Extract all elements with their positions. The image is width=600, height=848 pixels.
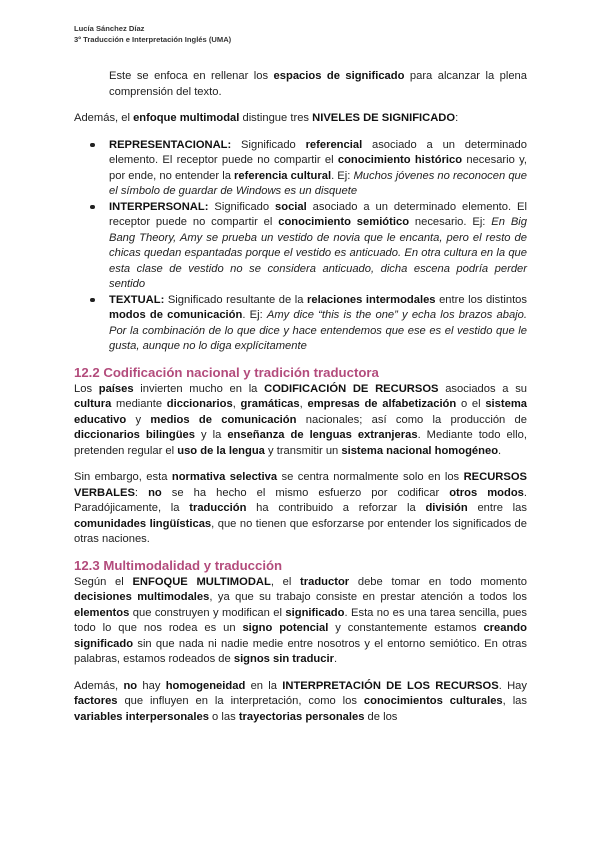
text-run: . Ej: <box>331 169 354 182</box>
bold-term: comunidades lingüísticas <box>74 517 212 530</box>
bold-term: traducción <box>189 502 247 514</box>
bullet-icon <box>90 205 95 210</box>
paragraph <box>74 382 527 460</box>
bold-term: elementos <box>74 606 130 619</box>
bold-term: CODIFICACIÓN DE RECURSOS <box>264 382 439 395</box>
bold-term: homogeneidad <box>165 679 246 692</box>
bold-term: diccionarios bilingües <box>74 429 196 441</box>
text-run: de los <box>364 710 398 723</box>
bold-term: social <box>275 200 307 213</box>
bold-term: factores <box>74 695 118 707</box>
bold-term: signos sin traducir <box>233 653 334 665</box>
bold-term: creando significado <box>74 622 527 650</box>
text-run: , ya que su trabajo consiste en prestar atención a todos los <box>209 591 527 603</box>
bold-term: empresas de alfabetización <box>307 398 457 410</box>
list-item-text <box>109 201 527 291</box>
list-item <box>74 138 527 200</box>
text-run: . <box>498 444 502 457</box>
bold-term: medios de comunicación <box>150 413 297 426</box>
text-run: y constantemente estamos <box>328 622 484 634</box>
text-run: asociado a un determinado elemento. El receptor puede no compartir el <box>109 138 527 166</box>
text-run: , <box>232 398 241 410</box>
example-text: Amy dice “this is the one” y echa los brazos abajo. Por la combinación de lo que dice y hace entendemos que ese es el vestido que le gusta, aunque no lo diga explícitamente <box>109 309 527 352</box>
intro-paragraph <box>74 69 527 100</box>
bold-term: TEXTUAL: <box>109 293 165 306</box>
text-run: necesario. Ej: <box>409 216 492 228</box>
text-run: se ha hecho el mismo esfuerzo por codificar <box>161 486 450 499</box>
text-run: Además, el <box>74 112 134 124</box>
text-run: invierten mucho en la <box>133 382 265 395</box>
text-run: o el <box>456 398 486 410</box>
paragraph <box>74 470 527 548</box>
bold-term: variables interpersonales <box>74 710 209 723</box>
text-run: para alcanzar la plena comprensión del texto. <box>109 70 527 98</box>
text-run: entre los distintos <box>435 293 527 306</box>
bullet-icon <box>90 143 95 148</box>
bold-term: traductor <box>300 575 350 588</box>
text-run: , que no tienen que esforzarse por entender los significados de otras naciones. <box>74 517 527 545</box>
bold-term: conocimiento semiótico <box>278 216 410 228</box>
text-run: ha contribuido a reforzar la <box>246 502 426 514</box>
bold-term: ENFOQUE MULTIMODAL <box>132 575 271 588</box>
example-text: Muchos jóvenes no reconocen que el símbolo de guardar de Windows es un disquete <box>109 169 527 197</box>
text-run: que construyen y modifican el <box>129 606 286 619</box>
bold-term: espacios de significado <box>273 70 405 82</box>
bold-term: signo potencial <box>242 622 329 634</box>
bold-term: NIVELES DE SIGNIFICADO <box>312 112 456 124</box>
text-run: sin que nada ni nadie medie entre nosotros y el entorno semiótico. En otras palabras, estamos rodeados de <box>74 637 527 665</box>
bold-term: gramáticas <box>240 398 300 410</box>
text-run: entre las <box>467 502 527 514</box>
bold-term: trayectorias personales <box>238 710 365 723</box>
text-run: asociados a su <box>438 382 528 395</box>
text-run: necesario y, por ende, no entender la <box>109 154 527 182</box>
text-run: Significado <box>231 138 306 151</box>
bold-term: conocimientos culturales <box>363 695 503 707</box>
bold-term: países <box>98 382 134 395</box>
text-run: Este se enfoca en rellenar los <box>109 70 274 82</box>
text-run: distingue tres <box>239 112 313 124</box>
bold-term: diccionarios <box>166 398 233 410</box>
text-run: , las <box>502 695 527 707</box>
bold-term: cultura <box>74 398 112 410</box>
bold-term: no <box>123 679 138 692</box>
bold-term: conocimiento histórico <box>337 154 463 166</box>
author-name: Lucía Sánchez Díaz <box>74 24 145 33</box>
text-run: . Ej: <box>242 309 267 321</box>
bold-term: sistema nacional homogéneo <box>341 444 499 457</box>
bold-term: INTERPRETACIÓN DE LOS RECURSOS <box>282 679 499 692</box>
bold-term: modos de comunicación <box>109 309 243 321</box>
bold-term: referencial <box>305 138 363 151</box>
text-run: y transmitir un <box>264 444 342 457</box>
levels-list <box>74 138 527 355</box>
text-run: Además, <box>74 679 124 692</box>
bold-term: uso de la lengua <box>177 444 265 457</box>
text-run: y <box>126 413 151 426</box>
text-run: Significado <box>208 200 276 213</box>
text-run: , <box>299 398 308 410</box>
levels-intro-paragraph <box>74 111 527 127</box>
page-content <box>74 69 527 725</box>
text-run: . Paradójicamente, la <box>74 486 528 514</box>
text-run: : <box>455 112 459 124</box>
text-run: hay <box>137 679 166 692</box>
text-run: en la <box>245 679 283 692</box>
text-run: mediante <box>111 398 167 410</box>
text-run: se centra normalmente solo en los <box>277 471 464 483</box>
text-run: que influyen en la interpretación, como los <box>117 695 364 707</box>
text-run: nacionales; así como la producción de <box>296 413 527 426</box>
text-run: . <box>333 653 338 665</box>
paragraph <box>74 679 527 726</box>
paragraph <box>74 575 527 668</box>
text-run: Significado resultante de la <box>164 293 308 306</box>
section-heading-12-3: 12.3 Multimodalidad y traducción <box>74 557 283 573</box>
text-run: debe tomar en todo momento <box>349 575 527 588</box>
example-text: En Big Bang Theory, Amy se prueba un vestido de novia que le encanta, pero el resto de chicas quedan espantadas porque el vestido es anticuado. En otra cultura en la que esta clase de vestido no se considera anticuado, dicha escena podría perder sentido <box>109 216 527 290</box>
text-run: : <box>134 486 149 499</box>
bold-term: significado <box>285 606 345 619</box>
bold-term: otros modos <box>449 486 524 499</box>
bold-term: división <box>425 502 468 514</box>
text-run: . Hay <box>498 679 527 692</box>
text-run: asociado a un determinado elemento. El receptor puede no compartir el <box>109 200 527 228</box>
text-run: y la <box>195 429 228 441</box>
list-item-text <box>109 139 527 198</box>
bold-term: decisiones multimodales <box>74 591 210 603</box>
list-item-text <box>109 294 527 353</box>
course-name: 3º Traducción e Interpretación Inglés (UMA) <box>74 35 232 44</box>
bold-term: RECURSOS VERBALES <box>74 471 527 499</box>
text-run: o las <box>208 710 239 723</box>
text-run: Sin embargo, esta <box>74 471 172 483</box>
bold-term: referencia cultural <box>234 169 332 182</box>
list-item <box>74 293 527 355</box>
bold-term: relaciones intermodales <box>307 293 436 306</box>
text-run: , el <box>270 575 301 588</box>
bold-term: no <box>148 486 162 499</box>
list-item <box>74 200 527 293</box>
bold-term: sistema educativo <box>74 398 527 426</box>
text-run: Según el <box>74 575 133 588</box>
text-run: . Mediante todo ello, pretenden regular el <box>74 429 527 457</box>
section-heading-12-2: 12.2 Codificación nacional y tradición traductora <box>74 364 379 380</box>
bold-term: enfoque multimodal <box>133 112 240 124</box>
bold-term: INTERPERSONAL: <box>109 200 209 213</box>
text-run: Los <box>74 382 99 395</box>
bullet-icon <box>90 298 95 303</box>
page-header <box>74 23 231 45</box>
bold-term: enseñanza de lenguas extranjeras <box>227 429 418 441</box>
text-run: . Esta no es una tarea sencilla, pues todo lo que nos rodea es un <box>74 606 527 634</box>
bold-term: REPRESENTACIONAL: <box>109 138 232 151</box>
bold-term: normativa selectiva <box>171 471 278 483</box>
